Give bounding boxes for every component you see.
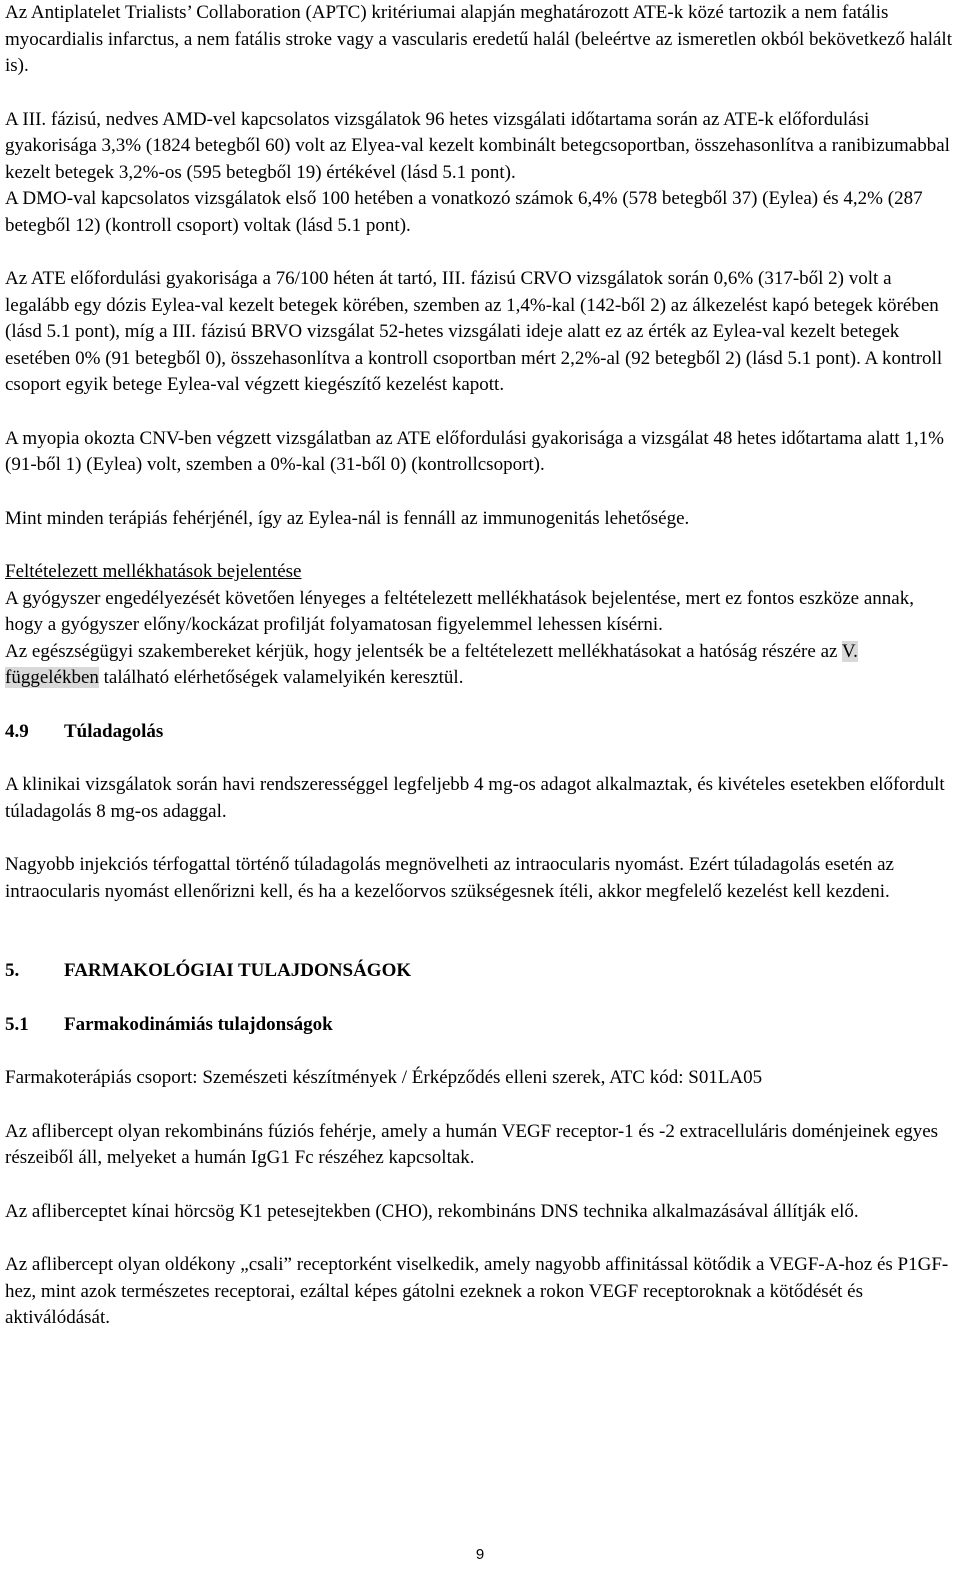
heading-4-9-title: Túladagolás <box>64 720 164 742</box>
heading-5-1-title: Farmakodinámiás tulajdonságok <box>64 1013 333 1035</box>
paragraph-ate-definition: Az Antiplatelet Trialists’ Collaboration (APTC) kritériumai alapján meghatározott ATE-k közé tartozik a nem fatális myocardialis infarctus, a nem fatális stroke vagy a vascularis eredetű halál (beleértve az ismeretlen okból bekövetkező halált is). <box>5 2 952 76</box>
paragraph-aflibercept-structure: Az aflibercept olyan rekombináns fúziós fehérje, amely a humán VEGF receptor-1 és -2 extracelluláris doménjeinek egyes részeiből áll, melyeket a humán IgG1 Fc részéhez kapcsoltak. <box>5 1120 939 1168</box>
section-title-adverse-reporting: Feltételezett mellékhatások bejelentése <box>5 561 302 582</box>
paragraph-crvo-brvo-ate: Az ATE előfordulási gyakorisága a 76/100 héten át tartó, III. fázisú CRVO vizsgálatok során 0,6% (317-ből 2) volt a legalább egy dózis Eylea-val kezelt betegek körében, szemben az 1,4%-kal (142-ből 2) az álkezelést kapó betegek körében (lásd 5.1 pont), míg a III. fázisú BRVO vizsgálat 52-hetes vizsgálati ideje alatt ez az érték az Eylea-val kezelt betegek esetében 0% (91 betegből 0), összehasonlítva a kontroll csoportban mért 2,2%-al (92 betegből 2) (lásd 5.1 pont). A kontroll csoport egyik betege Eylea-val végzett kiegészítő kezelést kapott. <box>5 268 943 395</box>
reporting-text-before: Az egészségügyi szakembereket kérjük, hogy jelentsék be a feltételezett mellékhatásokat a hatóság részére az <box>5 640 842 662</box>
paragraph-overdose-pressure: Nagyobb injekciós térfogattal történő túladagolás megnövelheti az intraocularis nyomást. Ezért túladagolás esetén az intraocularis nyomást ellenőrizni kell, és ha a kezelőorvos szükségesnek ítéli, akkor megfelelő kezelést kell kezdeni. <box>5 854 894 902</box>
heading-5-1-number: 5.1 <box>5 1013 29 1035</box>
paragraph-overdose-dosing: A klinikai vizsgálatok során havi rendszerességgel legfeljebb 4 mg-os adagot alkalmaztak, és kivételes esetekben előfordult túladagolás 8 mg-os adaggal. <box>5 774 945 822</box>
paragraph-amd-ate: A III. fázisú, nedves AMD-vel kapcsolatos vizsgálatok 96 hetes vizsgálati időtartama során az ATE-k előfordulási gyakorisága 3,3% (1824 betegből 60) volt az Elyea-val kezelt kombinált betegcsoportban, összehasonlítva a ranibizumabbal kezelt betegek 3,2%-os (595 betegből 19) értékével (lásd 5.1 pont). <box>5 108 950 183</box>
appendix-v-link[interactable]: V. függelékben <box>5 640 858 688</box>
paragraph-aflibercept-production: Az afliberceptet kínai hörcsög K1 petesejtekben (CHO), rekombináns DNS technika alkalmazásával állítják elő. <box>5 1200 859 1222</box>
heading-4-9 <box>5 719 955 746</box>
paragraph-pharmacotherapeutic-group: Farmakoterápiás csoport: Szemészeti készítmények / Érképződés elleni szerek, ATC kód: S01LA05 <box>5 1067 763 1088</box>
heading-5-1 <box>5 1012 955 1039</box>
document-page <box>5 0 955 1332</box>
paragraph-reporting-importance: A gyógyszer engedélyezését követően lényeges a feltételezett mellékhatások bejelentése, mert ez fontos eszköze annak, hogy a gyógyszer előny/kockázat profilját folyamatosan figyelemmel lehessen kísérni. <box>5 587 914 635</box>
heading-4-9-number: 4.9 <box>5 720 29 742</box>
paragraph-reporting-request <box>5 639 955 692</box>
page-number: 9 <box>475 1546 485 1563</box>
reporting-text-after: található elérhetőségek valamelyikén keresztül. <box>98 667 464 688</box>
heading-5 <box>5 958 955 985</box>
paragraph-myopia-cnv-ate: A myopia okozta CNV-ben végzett vizsgálatban az ATE előfordulási gyakorisága a vizsgálat 48 hetes időtartama alatt 1,1% (91-ből 1) (Eylea) volt, szemben a 0%-kal (31-ből 0) (kontrollcsoport). <box>5 427 944 475</box>
heading-5-number: 5. <box>5 960 20 981</box>
paragraph-immunogenicity: Mint minden terápiás fehérjénél, így az Eylea-nál is fennáll az immunogenitás lehetősége. <box>5 507 690 529</box>
paragraph-dmo-ate: A DMO-val kapcsolatos vizsgálatok első 100 hetében a vonatkozó számok 6,4% (578 betegből 37) (Eylea) és 4,2% (287 betegből 12) (kontroll csoport) voltak (lásd 5.1 pont). <box>5 188 923 236</box>
heading-5-title: FARMAKOLÓGIAI TULAJDONSÁGOK <box>64 960 412 981</box>
paragraph-aflibercept-mechanism: Az aflibercept olyan oldékony „csali” receptorként viselkedik, amely nagyobb affinitással kötődik a VEGF-A-hoz és P1GF-hez, mint azok természetes receptorai, ezáltal képes gátolni ezeknek a rokon VEGF receptoroknak a kötődését és aktiválódását. <box>5 1254 949 1328</box>
